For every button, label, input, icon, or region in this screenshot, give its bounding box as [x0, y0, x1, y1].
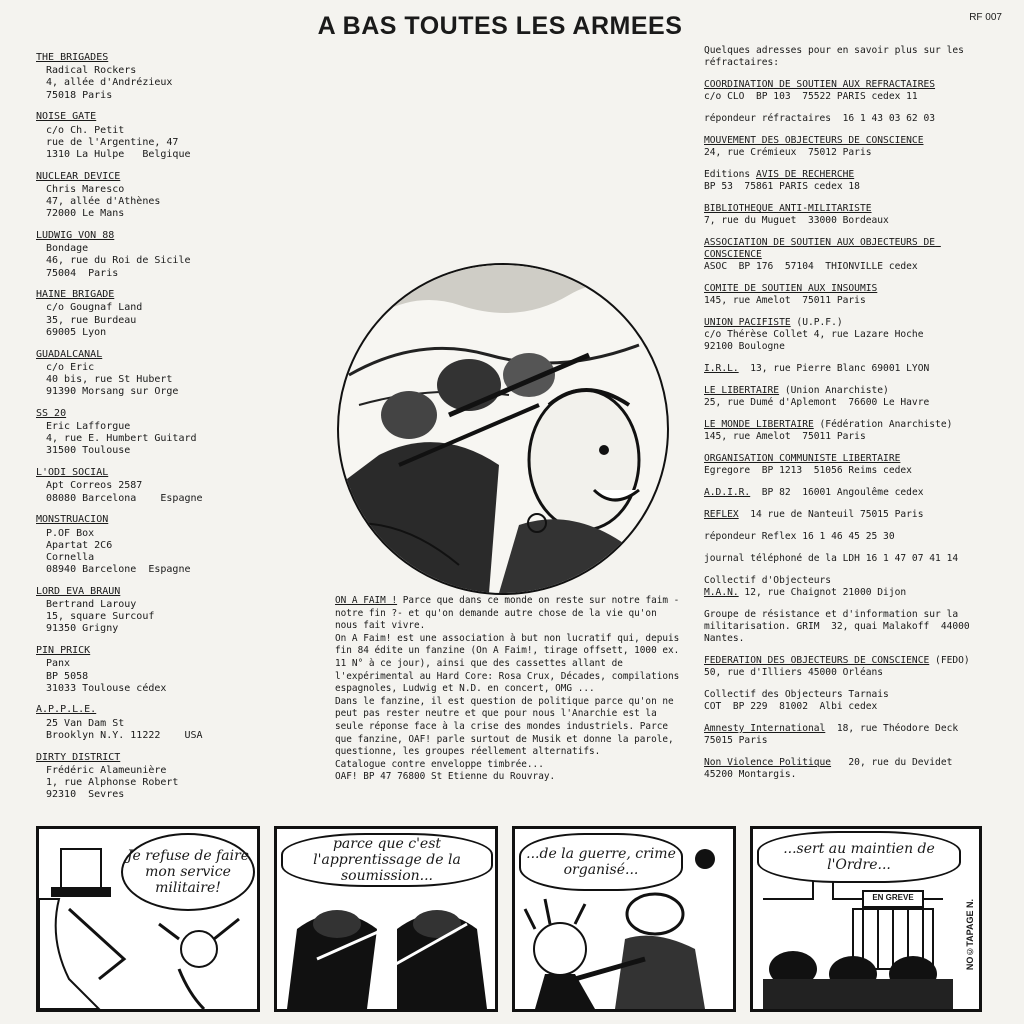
- organization-heading: [704, 509, 994, 521]
- comic-panel-3: [512, 826, 736, 1012]
- organization-entry: [704, 169, 994, 193]
- band-address-line: 1, rue Alphonse Robert: [46, 776, 179, 788]
- organization-entry: [704, 723, 994, 747]
- organization-heading: [704, 79, 994, 91]
- organization-heading: [704, 385, 994, 397]
- organization-name: COORDINATION DE SOUTIEN AUX REFRACTAIRES: [704, 79, 936, 90]
- organization-heading: [704, 453, 994, 465]
- page-title: A BAS TOUTES LES ARMEES: [317, 12, 683, 40]
- organization-detail: 12, rue Chaignot 21000 Dijon: [738, 587, 907, 598]
- speech-bubble: ...sert au maintien de l'Ordre...: [757, 831, 961, 883]
- organization-detail: Groupe de résistance et d'information sur la militarisation. GRIM 32, quai Malakoff 44000 Nantes.: [704, 609, 976, 644]
- organization-detail: Collectif d'Objecteurs: [704, 575, 832, 586]
- organization-detail: BP 82 16001 Angoulême cedex: [750, 487, 924, 498]
- organization-heading: [704, 575, 994, 587]
- organization-name: M.A.N.: [704, 587, 739, 598]
- band-entry: [36, 408, 276, 458]
- organization-heading: [704, 283, 994, 295]
- organization-entry: [704, 609, 994, 645]
- organization-detail: journal téléphoné de la LDH 16 1 47 07 41 14: [704, 553, 959, 564]
- band-address-line: 47, allée d'Athènes: [46, 196, 161, 208]
- band-entry: [36, 111, 276, 161]
- organization-address-line: Egregore BP 1213 51056 Reims cedex: [704, 465, 912, 476]
- article: [335, 595, 683, 784]
- organization-entry: [704, 385, 994, 409]
- band-entry: [36, 230, 276, 280]
- band-address-line: Cornella: [46, 551, 95, 563]
- article-heading: ON A FAIM !: [335, 595, 398, 606]
- band-address-line: 08080 Barcelona Espagne: [46, 492, 203, 504]
- band-address-line: 35, rue Burdeau: [46, 314, 137, 326]
- organization-entry: [704, 509, 994, 521]
- address-intro: Quelques adresses pour en savoir plus sur les réfractaires:: [704, 45, 964, 68]
- organization-heading: [704, 237, 994, 261]
- organization-entry: [704, 553, 994, 565]
- organization-detail: Collectif des Objecteurs Tarnais: [704, 689, 889, 700]
- band-list: [36, 52, 276, 811]
- band-address-line: Apt Correos 2587: [46, 480, 143, 492]
- organization-heading: [704, 169, 994, 181]
- organization-address-line: ASOC BP 176 57104 THIONVILLE cedex: [704, 261, 918, 272]
- organization-name: BIBLIOTHEQUE ANTI-MILITARISTE: [704, 203, 872, 214]
- catalog-reference: RF 007: [969, 12, 1002, 23]
- band-name: LORD EVA BRAUN: [36, 585, 121, 597]
- band-address-line: 15, square Surcouf: [46, 611, 155, 623]
- organization-heading: [704, 113, 994, 125]
- organization-address-line: 92100 Boulogne: [704, 341, 785, 352]
- organization-entry: [704, 757, 994, 781]
- organization-name: ASSOCIATION DE SOUTIEN AUX OBJECTEURS DE CONSCIENCE: [704, 237, 941, 260]
- band-address-line: 75004 Paris: [46, 267, 119, 279]
- organization-heading: [704, 553, 994, 565]
- organization-heading: [704, 203, 994, 215]
- band-address-line: Eric Lafforgue: [46, 421, 131, 433]
- organization-detail: 13, rue Pierre Blanc 69001 LYON: [738, 363, 930, 374]
- article-paragraph: Dans le fanzine, il est question de politique parce qu'on ne peut pas rester neutre et que pour nous l'Anarchie est la seule réponse face à la crise des mondes industriels. Parce que fanzine, OAF! parle surtout de Musik et donne la parole, questionne, les groupes réellement alternatifs.: [335, 695, 674, 758]
- organization-heading: [704, 135, 994, 147]
- speech-bubble: Je refuse de faire mon service militaire!: [121, 833, 255, 911]
- organization-name: I.R.L.: [704, 363, 739, 374]
- band-address-line: 75018 Paris: [46, 89, 113, 101]
- band-address-line: Panx: [46, 658, 71, 670]
- comic-panel-1: [36, 826, 260, 1012]
- organization-entry: [704, 487, 994, 499]
- band-name: THE BRIGADES: [36, 52, 109, 63]
- organization-name: COMITE DE SOUTIEN AUX INSOUMIS: [704, 283, 878, 294]
- band-address-line: rue de l'Argentine, 47: [46, 136, 179, 148]
- organization-detail: répondeur Reflex 16 1 46 45 25 30: [704, 531, 895, 542]
- band-address-line: 69005 Lyon: [46, 326, 107, 338]
- organization-detail: (Union Anarchiste): [779, 385, 889, 396]
- organization-address-line: 25, rue Dumé d'Aplemont 76600 Le Havre: [704, 397, 930, 408]
- article-paragraph: Catalogue contre enveloppe timbrée...: [335, 758, 544, 770]
- organization-heading: [704, 531, 994, 543]
- band-entry: [36, 586, 276, 636]
- band-address-line: Bondage: [46, 243, 89, 255]
- organization-entry: [704, 135, 994, 159]
- speech-bubble: ...de la guerre, crime organisé...: [519, 833, 683, 891]
- organization-detail: répondeur réfractaires 16 1 43 03 62 03: [704, 113, 936, 124]
- band-entry: [36, 704, 276, 742]
- organization-heading: [704, 757, 994, 769]
- organization-detail: 18, rue Théodore Deck: [825, 723, 959, 734]
- band-name: LUDWIG VON 88: [36, 229, 115, 241]
- soldiers-illustration: [339, 265, 667, 593]
- organization-entry: [704, 283, 994, 307]
- organization-address-line: c/o CLO BP 103 75522 PARIS cedex 11: [704, 91, 918, 102]
- artist-signature: NO©TAPAGE N.: [965, 899, 975, 971]
- organization-detail: (Fédération Anarchiste): [813, 419, 953, 430]
- organization-name: LE LIBERTAIRE: [704, 385, 780, 396]
- organization-name: MOUVEMENT DES OBJECTEURS DE CONSCIENCE: [704, 135, 924, 146]
- organization-address-line: c/o Thérèse Collet 4, rue Lazare Hoche: [704, 329, 924, 340]
- organization-heading: [704, 419, 994, 431]
- article-contact: OAF! BP 47 76800 St Etienne du Rouvray.: [335, 771, 556, 783]
- organization-address-line: 75015 Paris: [704, 735, 768, 746]
- band-address-line: Brooklyn N.Y. 11222 USA: [46, 729, 203, 741]
- band-name: DIRTY DISTRICT: [36, 751, 121, 763]
- organization-name: LE MONDE LIBERTAIRE: [704, 419, 814, 430]
- organization-entry: [704, 363, 994, 375]
- organization-detail: 14 rue de Nanteuil 75015 Paris: [738, 509, 924, 520]
- band-address-line: Apartat 2C6: [46, 539, 113, 551]
- band-address-line: c/o Ch. Petit: [46, 124, 125, 136]
- organization-entry: [704, 655, 994, 679]
- band-address-line: 72000 Le Mans: [46, 208, 125, 220]
- organization-heading: [704, 655, 994, 667]
- organization-address-line: 145, rue Amelot 75011 Paris: [704, 431, 866, 442]
- organization-heading: [704, 317, 994, 329]
- organization-detail: (U.P.F.): [790, 317, 843, 328]
- organization-name: Amnesty International: [704, 723, 826, 734]
- article-paragraph: On A Faim! est une association à but non lucratif qui, depuis fin 84 édite un fanzine (On A Faim!, tirage offsett, 1000 ex. 11 N° à ce jour), ainsi que des cassettes allant de l'expérimental au Hard Core: Rosa Crux, Décades, compilations espagnoles, Ludwig et N.D. en concert, OMG ...: [335, 632, 680, 695]
- comic-panel-4: [750, 826, 982, 1012]
- organization-entry: [704, 587, 994, 599]
- band-address-line: Radical Rockers: [46, 65, 137, 77]
- band-name: PIN PRICK: [36, 645, 91, 657]
- organization-name: REFLEX: [704, 509, 739, 520]
- organization-entry: [704, 237, 994, 273]
- organization-address-line: 45200 Montargis.: [704, 769, 797, 780]
- speech-bubble: parce que c'est l'apprentissage de la soumission...: [281, 833, 493, 887]
- organization-entry: [704, 453, 994, 477]
- organization-name: ORGANISATION COMMUNISTE LIBERTAIRE: [704, 453, 901, 464]
- band-entry: [36, 349, 276, 399]
- band-entry: [36, 514, 276, 576]
- organization-detail: 20, rue du Devidet: [831, 757, 953, 768]
- band-address-line: 92310 Sevres: [46, 789, 125, 801]
- organization-heading: [704, 609, 994, 645]
- organization-entry: [704, 79, 994, 103]
- band-address-line: 1310 La Hulpe Belgique: [46, 148, 191, 160]
- organization-address-line: 50, rue d'Illiers 45000 Orléans: [704, 667, 884, 678]
- band-address-line: 25 Van Dam St: [46, 717, 125, 729]
- organization-entry: [704, 575, 994, 587]
- band-name: A.P.P.L.E.: [36, 704, 97, 716]
- organization-entry: [704, 689, 994, 713]
- band-name: L'ODI SOCIAL: [36, 467, 109, 479]
- organization-name: Non Violence Politique: [704, 757, 832, 768]
- organization-heading: [704, 363, 994, 375]
- band-address-line: 31033 Toulouse cédex: [46, 682, 167, 694]
- band-name: NUCLEAR DEVICE: [36, 170, 121, 182]
- band-name: SS 20: [36, 407, 67, 419]
- organization-name: AVIS DE RECHERCHE: [755, 169, 855, 180]
- band-address-line: P.OF Box: [46, 527, 95, 539]
- organization-prefix: Editions: [704, 169, 756, 180]
- band-address-line: Bertrand Larouy: [46, 599, 137, 611]
- organization-entry: [704, 113, 994, 125]
- organization-name: UNION PACIFISTE: [704, 317, 791, 328]
- band-address-line: 46, rue du Roi de Sicile: [46, 255, 191, 267]
- band-address-line: 31500 Toulouse: [46, 445, 131, 457]
- band-address-line: BP 5058: [46, 670, 89, 682]
- organization-entry: [704, 317, 994, 353]
- organization-detail: (FEDO): [929, 655, 970, 666]
- center-illustration: [337, 263, 669, 595]
- organization-entry: [704, 203, 994, 227]
- organization-address-line: 7, rue du Muguet 33000 Bordeaux: [704, 215, 889, 226]
- organization-address-line: BP 53 75861 PARIS cedex 18: [704, 181, 860, 192]
- organization-entry: [704, 419, 994, 443]
- article-lead-text: Parce que dans ce monde on reste sur notre faim -notre fin ?- et qu'on demande autre chose de la vie qu'on nous fait vivre.: [335, 595, 680, 632]
- organization-name: A.D.I.R.: [704, 487, 751, 498]
- band-address-line: c/o Gougnaf Land: [46, 302, 143, 314]
- band-address-line: 08940 Barcelone Espagne: [46, 564, 191, 576]
- organization-heading: [704, 723, 994, 735]
- band-entry: [36, 467, 276, 505]
- organization-heading: [704, 487, 994, 499]
- organization-entry: [704, 531, 994, 543]
- organization-address-line: 145, rue Amelot 75011 Paris: [704, 295, 866, 306]
- band-name: NOISE GATE: [36, 111, 97, 123]
- band-address-line: Chris Maresco: [46, 183, 125, 195]
- organization-heading: [704, 689, 994, 701]
- band-name: MONSTRUACION: [36, 514, 109, 526]
- band-address-line: 40 bis, rue St Hubert: [46, 373, 173, 385]
- organization-heading: [704, 587, 994, 599]
- band-entry: [36, 289, 276, 339]
- organization-address-line: 24, rue Crémieux 75012 Paris: [704, 147, 872, 158]
- band-address-line: 91350 Grigny: [46, 623, 119, 635]
- address-list: [704, 45, 994, 791]
- band-address-line: 4, allée d'Andrézieux: [46, 77, 173, 89]
- band-entry: [36, 171, 276, 221]
- band-address-line: c/o Eric: [46, 361, 95, 373]
- band-address-line: 4, rue E. Humbert Guitard: [46, 433, 197, 445]
- band-address-line: 91390 Morsang sur Orge: [46, 386, 179, 398]
- band-name: GUADALCANAL: [36, 348, 103, 360]
- comic-panel-2: [274, 826, 498, 1012]
- organization-address-line: COT BP 229 81002 Albi cedex: [704, 701, 878, 712]
- band-name: HAINE BRIGADE: [36, 289, 115, 301]
- band-entry: [36, 52, 276, 102]
- comic-strip: [36, 826, 976, 1010]
- article-lead: [335, 595, 683, 633]
- band-entry: [36, 645, 276, 695]
- band-address-line: Frédéric Alameunière: [46, 764, 167, 776]
- band-entry: [36, 752, 276, 802]
- strike-sign: EN GREVE: [872, 893, 914, 902]
- organization-name: FEDERATION DES OBJECTEURS DE CONSCIENCE: [704, 655, 930, 666]
